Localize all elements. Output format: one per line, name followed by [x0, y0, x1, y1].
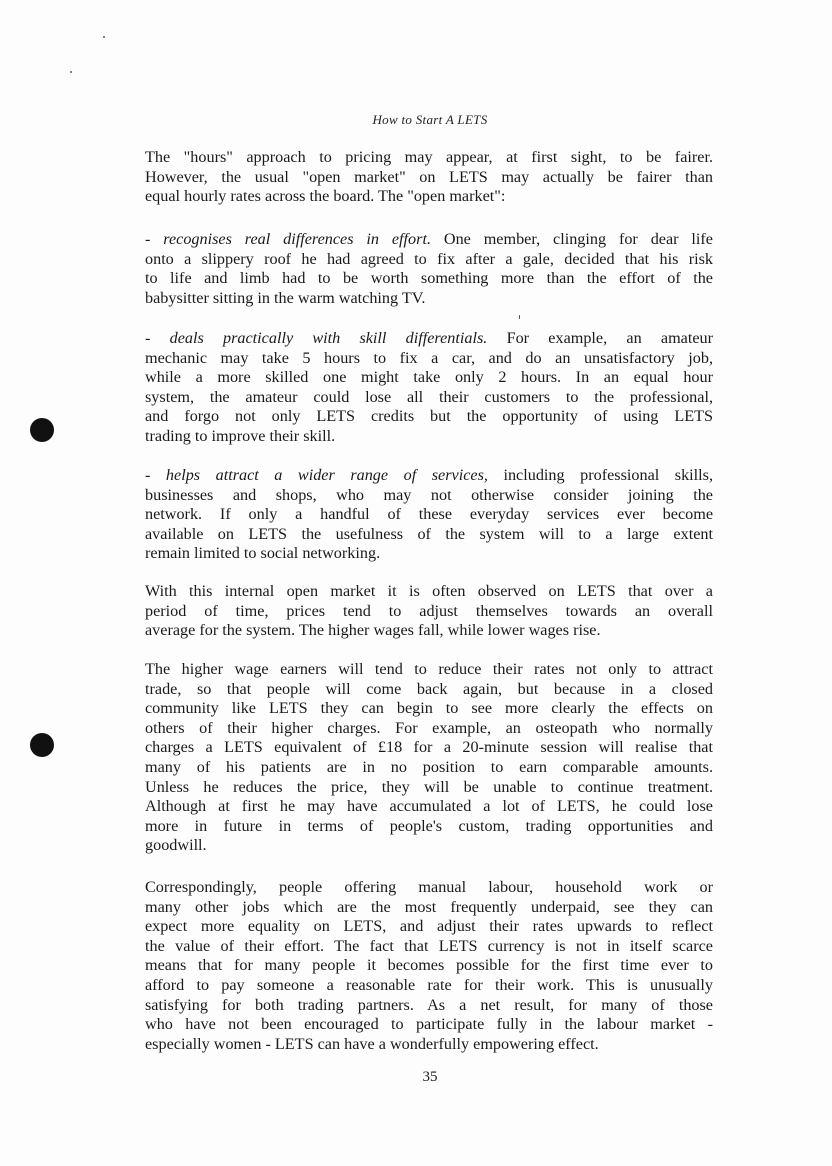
text-fragment: including professional skills,: [503, 466, 714, 484]
text-line: onto a slippery roof he had agreed to fix after a gale, decided that his risk: [145, 249, 713, 268]
page-number: 35: [422, 1069, 438, 1085]
text-line: expect more equality on LETS, and adjust their rates upwards to reflect: [145, 917, 713, 936]
text-line: to life and limb had to be worth something more than the effort of the: [145, 269, 713, 288]
text-line: system, the amateur could lose all their customers to the professional,: [145, 387, 713, 406]
running-header: How to Start A LETS: [372, 112, 488, 127]
binder-hole-bottom: [30, 733, 54, 757]
text-line: However, the usual "open market" on LETS may actually be fairer than: [145, 167, 713, 186]
text-line: many other jobs which are the most frequently underpaid, see they can: [145, 897, 713, 916]
text-line: charges a LETS equivalent of £18 for a 20-minute session will realise that: [145, 738, 713, 757]
text-line: goodwill.: [145, 836, 207, 855]
text-line: Unless he reduces the price, they will be unable to continue treatment.: [145, 777, 713, 796]
text-line: remain limited to social networking.: [145, 544, 381, 563]
text-line: babysitter sitting in the warm watching TV.: [145, 288, 426, 307]
paragraph-internal-open-market: [145, 582, 713, 641]
text-line: community like LETS they can begin to see more clearly the effects on: [145, 699, 713, 718]
text-line: [145, 329, 713, 349]
text-line: and forgo not only LETS credits but the opportunity of using LETS: [145, 407, 713, 426]
text-line: Although at first he may have accumulated a lot of LETS, he could lose: [145, 797, 713, 816]
text-line: Correspondingly, people offering manual labour, household work or: [145, 878, 713, 896]
paragraph-correspondingly: [145, 878, 713, 1054]
text-line: afford to pay someone a reasonable rate for their work. This is unusually: [145, 975, 713, 994]
list-item-lead: - helps attract a wider range of services,: [145, 466, 488, 484]
text-line: With this internal open market it is often observed on LETS that over a: [145, 582, 713, 600]
text-line: while a more skilled one might take only 2 hours. In an equal hour: [145, 368, 713, 387]
list-item-lead: - recognises real differences in effort.: [145, 230, 431, 248]
paragraph-skill-differentials: [145, 329, 713, 447]
paragraph-hours-approach: [145, 148, 713, 207]
text-fragment: One member, clinging for dear life: [443, 230, 713, 248]
text-line: available on LETS the usefulness of the system will to a large extent: [145, 524, 713, 543]
text-line: trade, so that people will come back again, but because in a closed: [145, 679, 713, 698]
list-item-lead: - deals practically with skill differentials.: [145, 329, 488, 347]
text-line: satisfying for both trading partners. As a net result, for many of those: [145, 995, 713, 1014]
paragraph-higher-wage-earners: [145, 660, 713, 856]
text-line: average for the system. The higher wages fall, while lower wages rise.: [145, 621, 601, 640]
text-line: period of time, prices tend to adjust themselves towards an overall: [145, 601, 713, 620]
binder-hole-top: [30, 418, 54, 442]
text-line: mechanic may take 5 hours to fix a car, and do an unsatisfactory job,: [145, 348, 713, 367]
text-line: who have not been encouraged to participate fully in the labour market -: [145, 1015, 713, 1034]
scan-speck: [103, 36, 105, 38]
text-line: businesses and shops, who may not otherwise consider joining the: [145, 485, 713, 504]
paragraph-recognises-effort: [145, 230, 713, 308]
text-line: network. If only a handful of these everyday services ever become: [145, 505, 713, 524]
text-line: others of their higher charges. For example, an osteopath who normally: [145, 718, 713, 737]
scan-speck: [70, 71, 72, 73]
text-line: means that for many people it becomes possible for the first time ever to: [145, 956, 713, 975]
text-line: more in future in terms of people's custom, trading opportunities and: [145, 816, 713, 835]
paragraph-wider-services: [145, 466, 713, 564]
scan-speck: [519, 315, 520, 319]
text-line: [145, 230, 713, 250]
text-line: [145, 466, 713, 486]
text-line: especially women - LETS can have a wonderfully empowering effect.: [145, 1034, 599, 1053]
text-line: many of his patients are in no position to earn comparable amounts.: [145, 757, 713, 776]
text-line: the value of their effort. The fact that LETS currency is not in itself scarce: [145, 936, 713, 955]
text-line: equal hourly rates across the board. The "open market":: [145, 187, 506, 206]
text-fragment: For example, an amateur: [506, 329, 714, 347]
text-line: The higher wage earners will tend to reduce their rates not only to attract: [145, 660, 713, 678]
text-line: trading to improve their skill.: [145, 426, 336, 445]
text-line: The "hours" approach to pricing may appear, at first sight, to be fairer.: [145, 148, 713, 166]
